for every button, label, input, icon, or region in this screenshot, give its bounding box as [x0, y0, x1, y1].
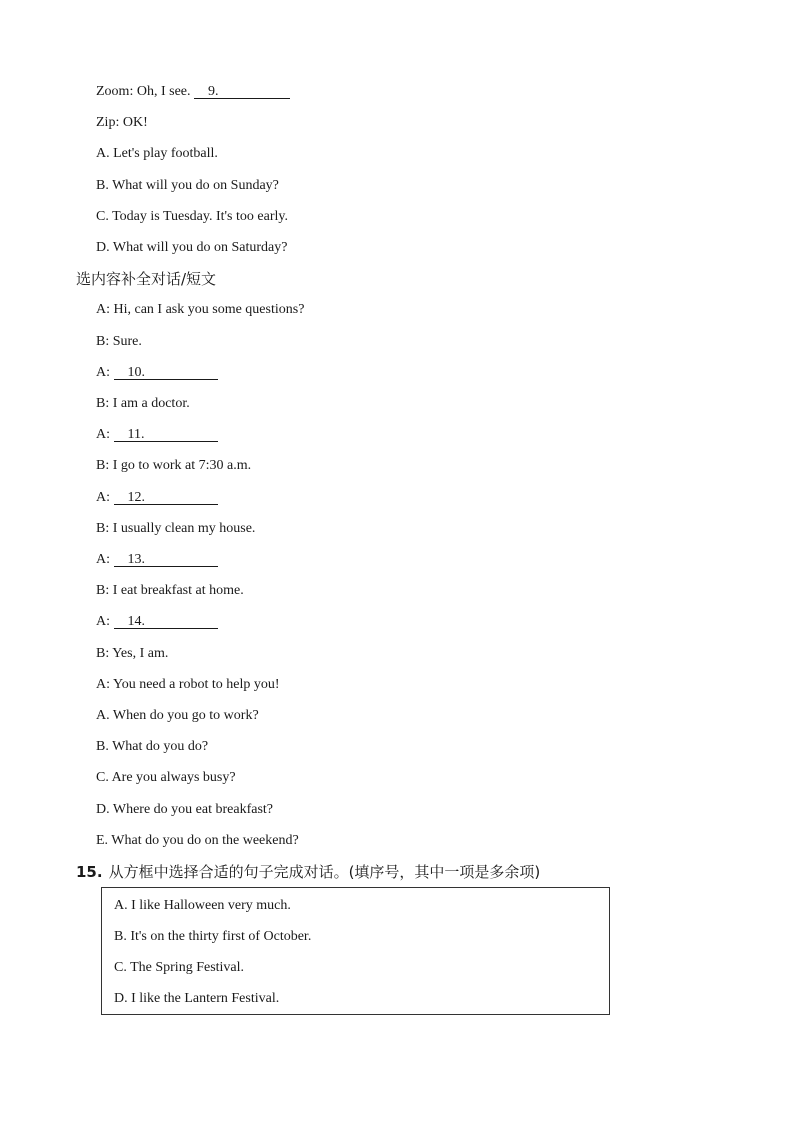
dialogue-line-zip: [96, 113, 148, 133]
box-option-c: C. The Spring Festival.: [114, 960, 245, 975]
speaker: A:: [96, 614, 110, 629]
dialogue-text: Sure.: [112, 334, 142, 349]
dialogue-text: Yes, I am.: [112, 646, 169, 661]
dialogue-line: [96, 363, 218, 383]
blank-number: 9.: [208, 84, 219, 99]
option-c: C. Are you always busy?: [96, 770, 236, 785]
option-c: C. Today is Tuesday. It's too early.: [96, 209, 288, 224]
options-box: [101, 887, 610, 1015]
question-number: 15.: [76, 863, 103, 881]
dialogue-line: [96, 425, 218, 445]
blank-number: 14.: [127, 614, 145, 629]
box-option-d: D. I like the Lantern Festival.: [114, 991, 280, 1006]
dialogue-line: [96, 300, 304, 320]
section-title: 选内容补全对话/短文: [76, 270, 217, 288]
option-a: A. When do you go to work?: [96, 708, 259, 723]
dialogue-line: [96, 612, 218, 632]
answer-blank-12[interactable]: [114, 489, 218, 505]
dialogue-line-zoom: [96, 82, 290, 102]
dialogue-text: I go to work at 7:30 a.m.: [112, 458, 252, 473]
dialogue-line: [96, 394, 190, 414]
speaker: A:: [96, 427, 110, 442]
dialogue-line: [96, 519, 255, 539]
option-d: D. Where do you eat breakfast?: [96, 802, 273, 817]
option-e: E. What do you do on the weekend?: [96, 833, 299, 848]
dialogue-line: [96, 581, 244, 601]
dialogue-text: Oh, I see.: [136, 84, 191, 99]
speaker: Zoom:: [96, 84, 134, 99]
answer-blank-11[interactable]: [114, 426, 218, 442]
speaker: A:: [96, 302, 110, 317]
answer-blank-9[interactable]: [194, 83, 290, 99]
blank-number: 13.: [127, 552, 145, 567]
answer-blank-10[interactable]: [114, 364, 218, 380]
speaker: B:: [96, 396, 110, 411]
dialogue-text: You need a robot to help you!: [112, 677, 280, 692]
speaker: A:: [96, 365, 110, 380]
box-option-a: A. I like Halloween very much.: [114, 898, 291, 913]
option-a: A. Let's play football.: [96, 146, 218, 161]
dialogue-line: [96, 456, 251, 476]
dialogue-line: [96, 675, 280, 695]
question-15-instruction: [76, 862, 540, 882]
dialogue-text: Hi, can I ask you some questions?: [113, 302, 305, 317]
dialogue-line: [96, 550, 218, 570]
dialogue-line: [96, 488, 218, 508]
option-b: B. What do you do?: [96, 739, 209, 754]
blank-number: 12.: [127, 490, 145, 505]
speaker: A:: [96, 552, 110, 567]
answer-blank-13[interactable]: [114, 551, 218, 567]
dialogue-text: I am a doctor.: [112, 396, 190, 411]
dialogue-text: I eat breakfast at home.: [112, 583, 244, 598]
speaker: B:: [96, 521, 110, 536]
speaker: Zip:: [96, 115, 120, 130]
speaker: B:: [96, 583, 110, 598]
speaker: B:: [96, 646, 110, 661]
blank-number: 11.: [127, 427, 145, 442]
blank-number: 10.: [127, 365, 145, 380]
speaker: B:: [96, 334, 110, 349]
dialogue-line: [96, 332, 142, 352]
option-d: D. What will you do on Saturday?: [96, 240, 288, 255]
speaker: B:: [96, 458, 110, 473]
speaker: A:: [96, 490, 110, 505]
option-b: B. What will you do on Sunday?: [96, 178, 279, 193]
dialogue-text: OK!: [122, 115, 148, 130]
dialogue-text: I usually clean my house.: [112, 521, 256, 536]
dialogue-line: [96, 644, 168, 664]
answer-blank-14[interactable]: [114, 613, 218, 629]
instruction-text: 从方框中选择合适的句子完成对话。(填序号，其中一项是多余项): [108, 863, 541, 881]
box-option-b: B. It's on the thirty first of October.: [114, 929, 312, 944]
speaker: A:: [96, 677, 110, 692]
